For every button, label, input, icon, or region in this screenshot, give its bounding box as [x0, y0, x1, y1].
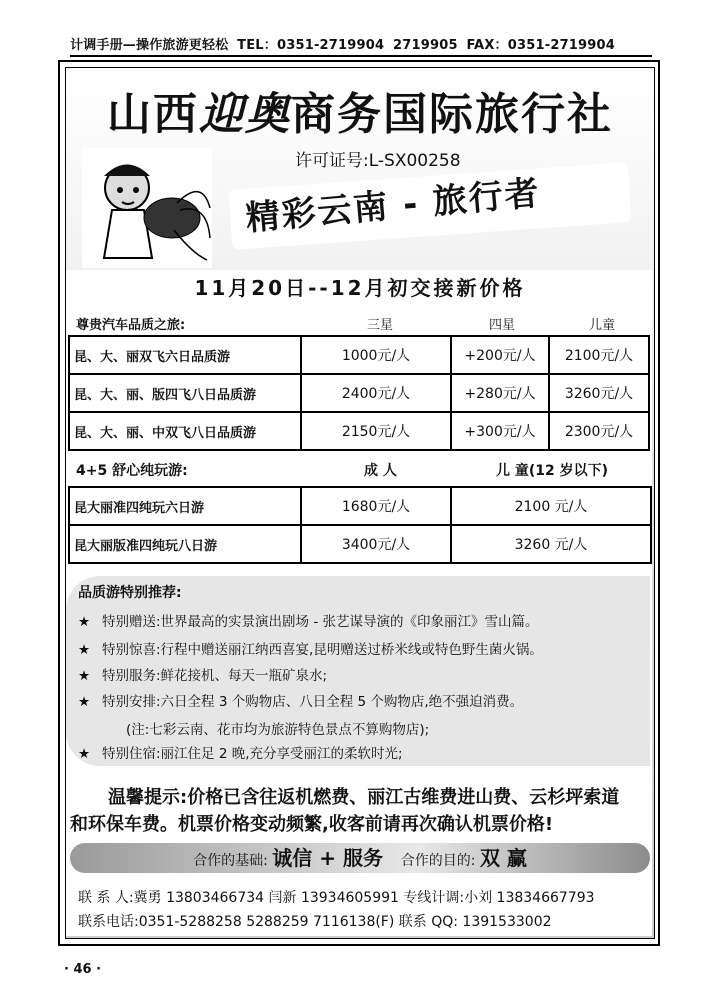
table-row: [69, 487, 651, 525]
promo-text: 特别服务:鲜花接机、每天一瓶矿泉水;: [102, 668, 328, 684]
price-child: 3260 元/人: [451, 525, 651, 563]
page-header: [70, 34, 652, 57]
star-icon: ★: [78, 642, 91, 658]
tour-slogan: 精彩云南 - 旅行者: [244, 173, 543, 239]
price-3star: 2400元/人: [301, 374, 451, 412]
section1-label: 尊贵汽车品质之旅:: [76, 318, 186, 333]
price-4star: +300元/人: [451, 412, 549, 450]
star-icon: ★: [78, 694, 91, 710]
promo-item: [78, 638, 543, 658]
table-row: [69, 374, 649, 412]
basis-label: 合作的基础:: [193, 853, 268, 869]
price-4star: +200元/人: [451, 336, 549, 374]
title-brand: 迎奥: [199, 89, 291, 140]
header-slogan: 计调手册—操作旅游更轻松: [70, 38, 229, 53]
tour-name: 昆、大、丽、版四飞八日品质游: [69, 374, 301, 412]
price-adult: 3400元/人: [301, 525, 451, 563]
price-3star: 1000元/人: [301, 336, 451, 374]
promo-item: [78, 742, 403, 762]
header-tel: TEL：0351-2719904: [237, 38, 385, 53]
promo-text: 特别安排:六日全程 3 个购物店、八日全程 5 个购物店,绝不强迫消费。: [102, 694, 524, 710]
title-part-a: 山西: [107, 89, 199, 140]
price-child: 2100元/人: [549, 336, 649, 374]
price-3star: 2150元/人: [301, 412, 451, 450]
warm-tip: [70, 784, 650, 838]
company-title: [70, 78, 650, 142]
title-part-b: 商务国际旅行社: [291, 89, 613, 140]
promo-text: 特别住宿:丽江住足 2 晚,充分享受丽江的柔软时光;: [102, 746, 403, 762]
promo-text: 特别赠送:世界最高的实景演出剧场 - 张艺谋导演的《印象丽江》雪山篇。: [102, 614, 539, 630]
tour-name: 昆、大、丽双飞六日品质游: [69, 336, 301, 374]
contact-phones: 联系电话:0351-5288258 5288259 7116138(F) 联系 QQ: 1391533002: [78, 914, 552, 930]
premium-tour-table: [68, 335, 650, 451]
star-icon: ★: [78, 614, 91, 630]
col-adult: 成 人: [364, 463, 397, 479]
license-number: 许可证号:L-SX00258: [295, 151, 461, 171]
header-tel2: 2719905: [393, 38, 458, 53]
shopping-note: (注:七彩云南、花市均为旅游特色景点不算购物店);: [126, 722, 430, 738]
table-row: [69, 525, 651, 563]
promo-text: 特别惊喜:行程中赠送丽江纳西喜宴,昆明赠送过桥米线或特色野生菌火锅。: [102, 642, 543, 658]
tour-name: 昆、大、丽、中双飞八日品质游: [69, 412, 301, 450]
cartoon-traveler-image: [82, 148, 212, 268]
price-4star: +280元/人: [451, 374, 549, 412]
section2-label: 4+5 舒心纯玩游:: [76, 463, 188, 479]
col-child: 儿童: [588, 318, 615, 333]
tip-line2: 和环保车费。机票价格变动频繁,收客前请再次确认机票价格!: [70, 814, 554, 835]
price-child: 2300元/人: [549, 412, 649, 450]
star-icon: ★: [78, 746, 91, 762]
basis-value: 诚信 + 服务: [272, 846, 383, 870]
col-3star: 三星: [366, 318, 393, 333]
table-row: [69, 412, 649, 450]
col-child-age: 儿 童(12 岁以下): [496, 463, 609, 479]
tour-name: 昆大丽准四纯玩六日游: [69, 487, 301, 525]
promo-title: 品质游特别推荐:: [78, 585, 182, 601]
col-4star: 四星: [488, 318, 515, 333]
contact-persons: 联 系 人:冀勇 13803466734 闫新 13934605991 专线计调:小刘 13834667793: [78, 890, 595, 906]
promo-item: [78, 664, 327, 684]
cooperation-banner: [70, 843, 650, 873]
price-child: 2100 元/人: [451, 487, 651, 525]
goal-label: 合作的目的:: [400, 853, 476, 869]
page-number: · 46 ·: [64, 962, 102, 977]
leisure-tour-table: [68, 486, 652, 564]
star-icon: ★: [78, 668, 91, 684]
price-adult: 1680元/人: [301, 487, 451, 525]
header-fax: FAX：0351-2719904: [466, 38, 616, 53]
price-child: 3260元/人: [549, 374, 649, 412]
goal-value: 双 赢: [479, 846, 527, 870]
price-period: 11月20日--12月初交接新价格: [194, 276, 526, 300]
table-row: [69, 336, 649, 374]
promo-item: [78, 690, 523, 710]
tour-name: 昆大丽版准四纯玩八日游: [69, 525, 301, 563]
promo-item: [78, 610, 539, 630]
tip-line1: 温馨提示:价格已含往返机燃费、丽江古维费进山费、云杉坪索道: [108, 787, 620, 808]
